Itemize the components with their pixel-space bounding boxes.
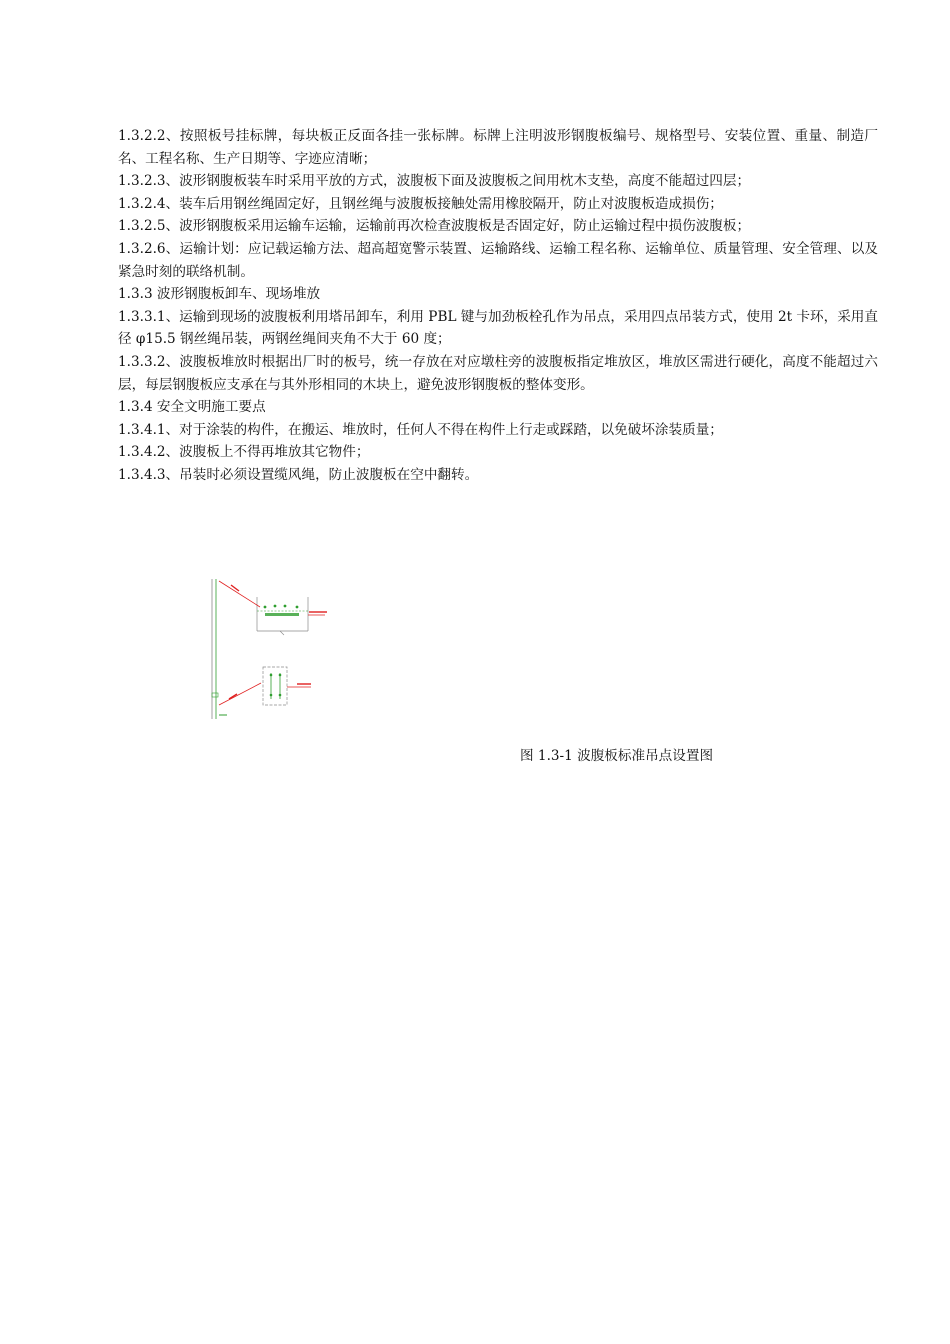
paragraph-1-3-3-1: 1.3.3.1、运输到现场的波腹板利用塔吊卸车，利用 PBL 键与加劲板栓孔作为吊点，采用四点吊装方式，使用 2t 卡环，采用直径 φ15.5 钢丝绳吊装，两钢丝绳间夹角不大于 60 度； [118,308,878,348]
paragraph-1-3-2-5: 1.3.2.5、波形钢腹板采用运输车运输，运输前再次检查波腹板是否固定好，防止运输过程中损伤波腹板； [118,218,751,235]
paragraph-1-3-2-3: 1.3.2.3、波形钢腹板装车时采用平放的方式，波腹板下面及波腹板之间用枕木支垫，高度不能超过四层； [118,173,751,190]
document-body [118,125,878,487]
section-heading-1-3-3: 1.3.3 波形钢腹板卸车、现场堆放 [118,286,321,303]
paragraph-1-3-3-2: 1.3.3.2、波腹板堆放时根据出厂时的板号，统一存放在对应墩柱旁的波腹板指定堆放区，堆放区需进行硬化，高度不能超过六层，每层钢腹板应支承在与其外形相同的木块上，避免波形钢腹板的整体变形。 [118,353,878,393]
paragraph-1-3-4-1: 1.3.4.1、对于涂装的构件，在搬运、堆放时，任何人不得在构件上行走或踩踏，以免破坏涂装质量； [118,421,723,438]
figure-caption: 图 1.3-1 波腹板标准吊点设置图 [520,748,714,764]
lower-panel-view [212,667,311,715]
paragraph-1-3-2-6: 1.3.2.6、运输计划：应记载运输方法、超高超宽警示装置、运输路线、运输工程名称、运输单位、质量管理、安全管理、以及紧急时刻的联络机制。 [118,240,878,280]
paragraph-1-3-4-2: 1.3.4.2、波腹板上不得再堆放其它物件； [118,444,370,461]
paragraph-1-3-2-4: 1.3.2.4、装车后用钢丝绳固定好，且钢丝绳与波腹板接触处需用橡胶隔开，防止对波腹板造成损伤； [118,195,723,212]
upper-panel-view [219,581,327,635]
lifting-point-diagram [205,575,340,725]
paragraph-1-3-2-2: 1.3.2.2、按照板号挂标牌，每块板正反面各挂一张标牌。标牌上注明波形钢腹板编号、规格型号、安装位置、重量、制造厂名、工程名称、生产日期等、字迹应清晰； [118,128,878,167]
paragraph-1-3-4-3: 1.3.4.3、吊装时必须设置缆风绳，防止波腹板在空中翻转。 [118,466,479,483]
lifting-point-drawing [205,575,340,725]
section-heading-1-3-4: 1.3.4 安全文明施工要点 [118,399,266,416]
